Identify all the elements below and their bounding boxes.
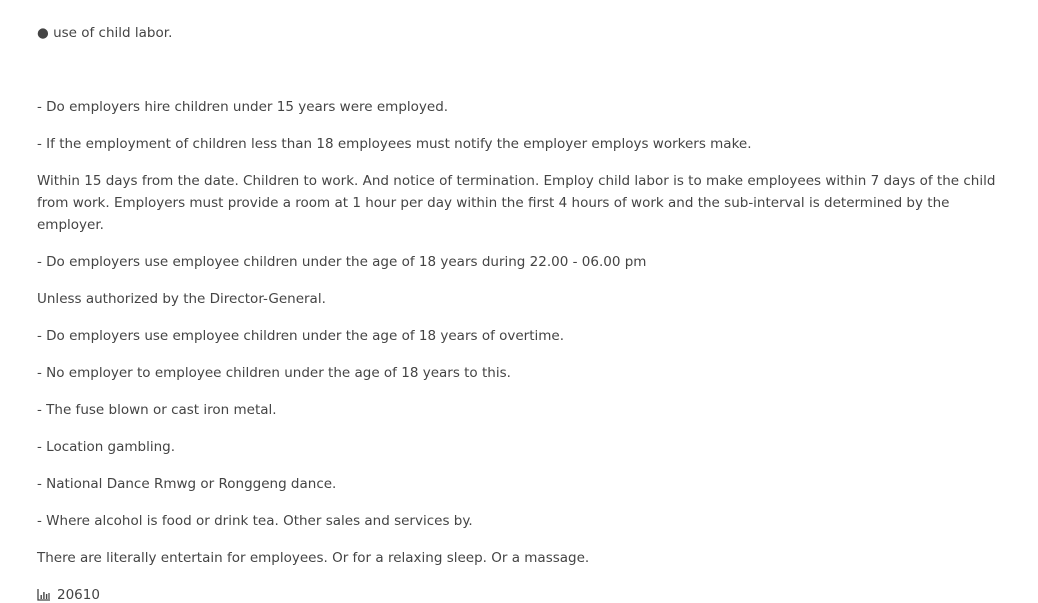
paragraph-10: - National Dance Rmwg or Ronggeng dance. — [37, 476, 337, 492]
paragraph-3: Within 15 days from the date. Children to work. And notice of termination. Employ child labor is to make employees within 7 days of the child from work. Employers must provide a room at 1 hour per day within the first 4 hours of work and the sub-interval is determined by the employer. — [37, 173, 996, 233]
paragraph-11: - Where alcohol is food or drink tea. Other sales and services by. — [37, 513, 473, 529]
paragraph-6: - Do employers use employee children under the age of 18 years of overtime. — [37, 328, 565, 344]
paragraph-7: - No employer to employee children under the age of 18 years to this. — [37, 365, 511, 381]
bullet-heading: ● use of child labor. — [37, 25, 173, 41]
paragraph-12: There are literally entertain for employees. Or for a relaxing sleep. Or a massage. — [37, 550, 590, 566]
paragraph-4: - Do employers use employee children under the age of 18 years during 22.00 - 06.00 pm — [37, 254, 647, 270]
view-count — [37, 587, 1012, 603]
article-body — [37, 22, 1012, 603]
view-count-value: 20610 — [57, 587, 100, 603]
bar-chart-icon — [37, 589, 51, 601]
paragraph-1: - Do employers hire children under 15 years were employed. — [37, 99, 449, 115]
paragraph-5: Unless authorized by the Director-General. — [37, 291, 326, 307]
paragraph-9: - Location gambling. — [37, 439, 176, 455]
paragraph-8: - The fuse blown or cast iron metal. — [37, 402, 277, 418]
paragraph-2: - If the employment of children less than 18 employees must notify the employer employs workers make. — [37, 136, 752, 152]
